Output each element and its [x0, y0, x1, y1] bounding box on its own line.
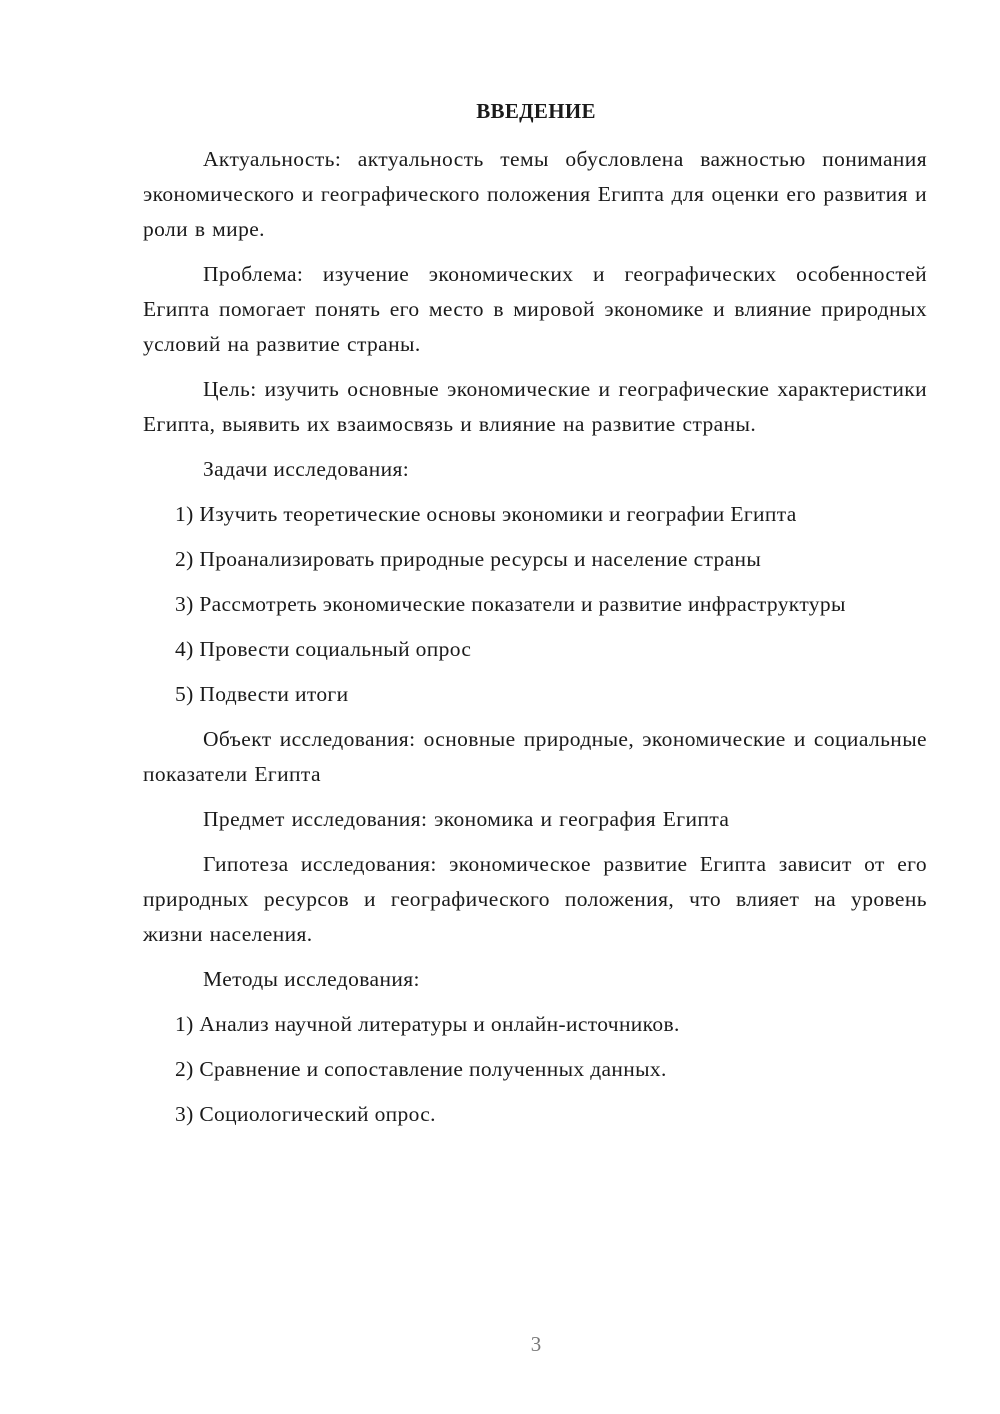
hypothesis-paragraph: Гипотеза исследования: экономическое развитие Египта зависит от его природных ресурсов и географического положения, что влияет на уровень жизни населения. [143, 852, 927, 946]
task-item: 5) Подвести итоги [175, 682, 349, 706]
task-item: 4) Провести социальный опрос [175, 637, 472, 661]
tasks-list [143, 497, 927, 712]
section-title: ВВЕДЕНИЕ [476, 99, 596, 123]
problem-paragraph: Проблема: изучение экономических и географических особенностей Египта помогает понять его место в мировой экономике и влияние природных условий на развитие страны. [143, 262, 927, 356]
document-body [143, 142, 927, 1142]
methods-label: Методы исследования: [203, 967, 420, 991]
task-item: 2) Проанализировать природные ресурсы и население страны [175, 547, 762, 571]
goal-paragraph: Цель: изучить основные экономические и географические характеристики Египта, выявить их взаимосвязь и влияние на развитие страны. [143, 377, 927, 436]
task-item: 1) Изучить теоретические основы экономики и географии Египта [175, 502, 797, 526]
tasks-label: Задачи исследования: [203, 457, 410, 481]
task-item: 3) Рассмотреть экономические показатели и развитие инфраструктуры [175, 592, 846, 616]
method-item: 3) Социологический опрос. [175, 1102, 436, 1126]
subject-paragraph: Предмет исследования: экономика и география Египта [203, 807, 730, 831]
page-number: 3 [530, 1332, 542, 1356]
relevance-paragraph: Актуальность: актуальность темы обусловлена важностью понимания экономического и географического положения Египта для оценки его развития и роли в мире. [143, 147, 927, 241]
methods-list [143, 1007, 927, 1132]
object-paragraph: Объект исследования: основные природные, экономические и социальные показатели Египта [143, 727, 927, 786]
method-item: 1) Анализ научной литературы и онлайн-источников. [175, 1012, 680, 1036]
method-item: 2) Сравнение и сопоставление полученных данных. [175, 1057, 667, 1081]
